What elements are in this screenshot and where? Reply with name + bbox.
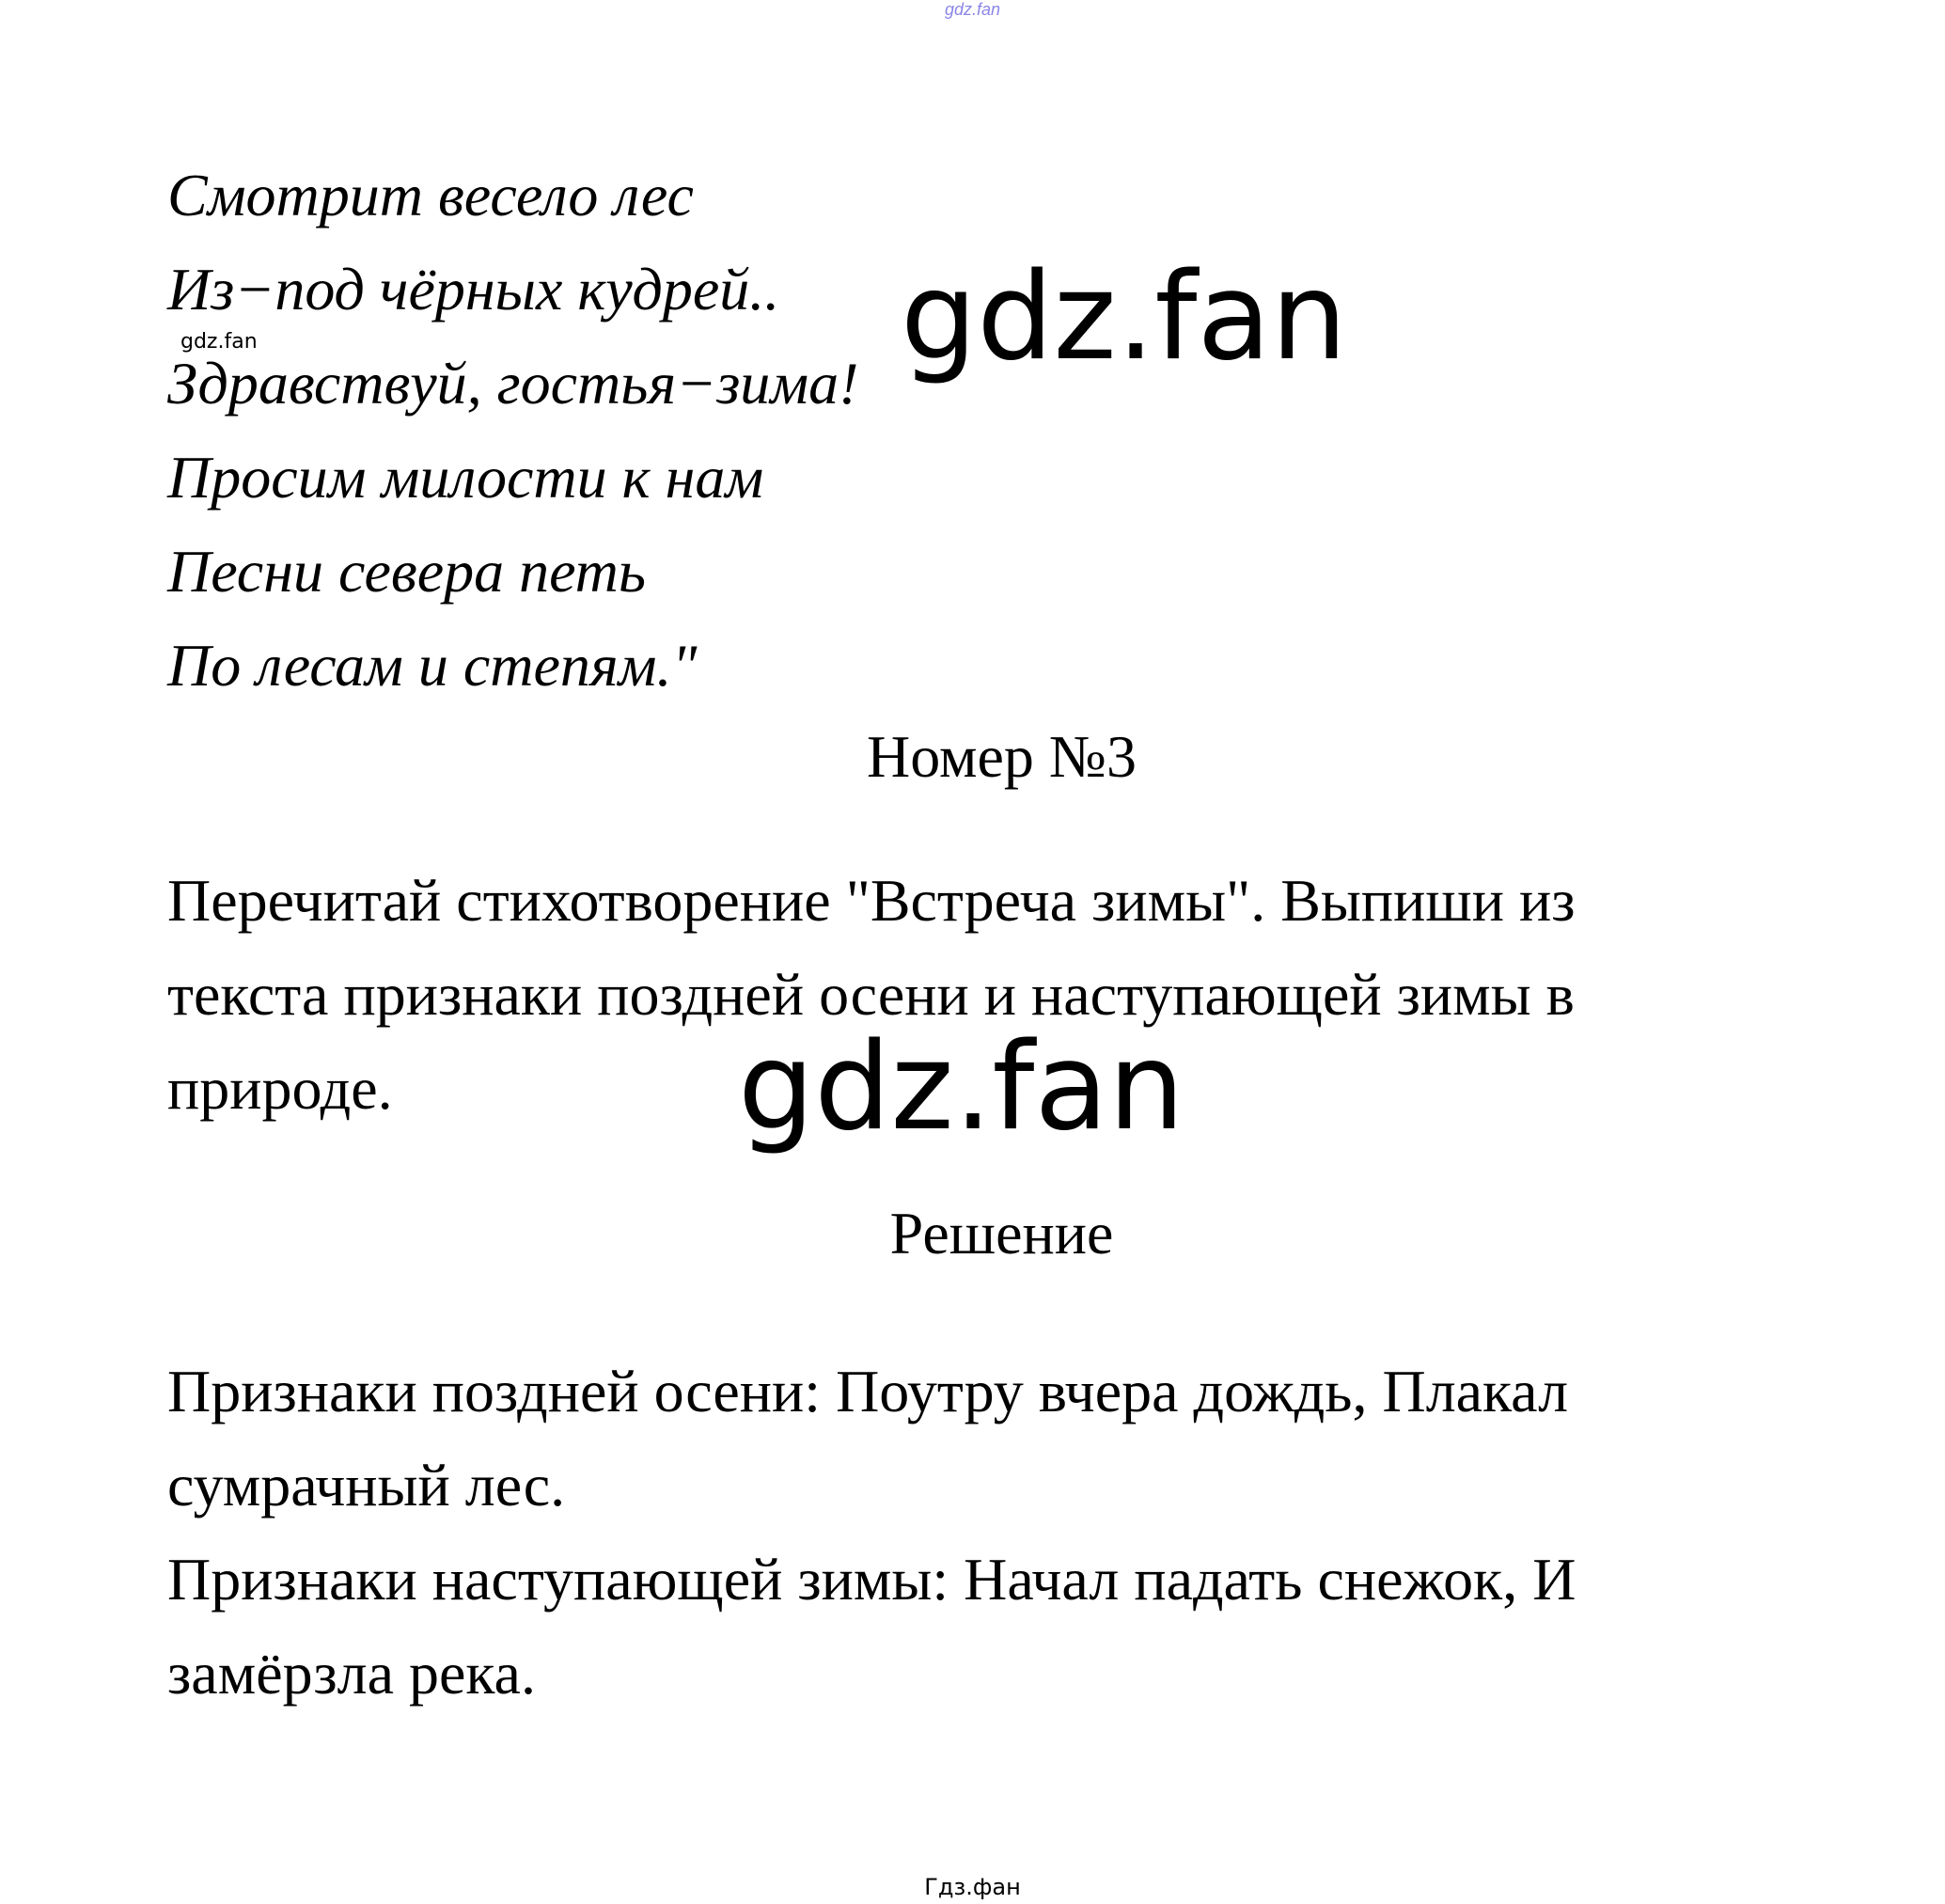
poem-line: Из−под чёрных кудрей..	[167, 256, 780, 323]
task-heading: Номер №3	[867, 723, 1137, 790]
solution-heading: Решение	[889, 1200, 1114, 1267]
poem-line: Здравствуй, гостья−зима!	[167, 350, 859, 417]
poem-fragment	[167, 149, 858, 713]
poem-line: По лесам и степям."	[167, 632, 698, 699]
top-watermark: gdz.fan	[944, 0, 1001, 19]
large-watermark: gdz.fan	[738, 1017, 1184, 1157]
small-watermark: gdz.fan	[180, 330, 258, 354]
large-watermark: gdz.fan	[901, 247, 1347, 387]
poem-line: Смотрит весело лес	[167, 162, 694, 228]
answer-winter: Признаки наступающей зимы: Начал падать снежок, И замёрзла река.	[167, 1546, 1576, 1707]
footer-watermark: Гдз.фан	[924, 1874, 1021, 1900]
answer-autumn: Признаки поздней осени: Поутру вчера дождь, Плакал сумрачный лес.	[167, 1358, 1569, 1518]
poem-line: Просим милости к нам	[167, 444, 764, 511]
task-text: Перечитай стихотворение "Встреча зимы". Выпиши из текста признаки поздней осени и наступающей зимы в природе.	[167, 867, 1576, 1122]
poem-line: Песни севера петь	[167, 538, 646, 605]
